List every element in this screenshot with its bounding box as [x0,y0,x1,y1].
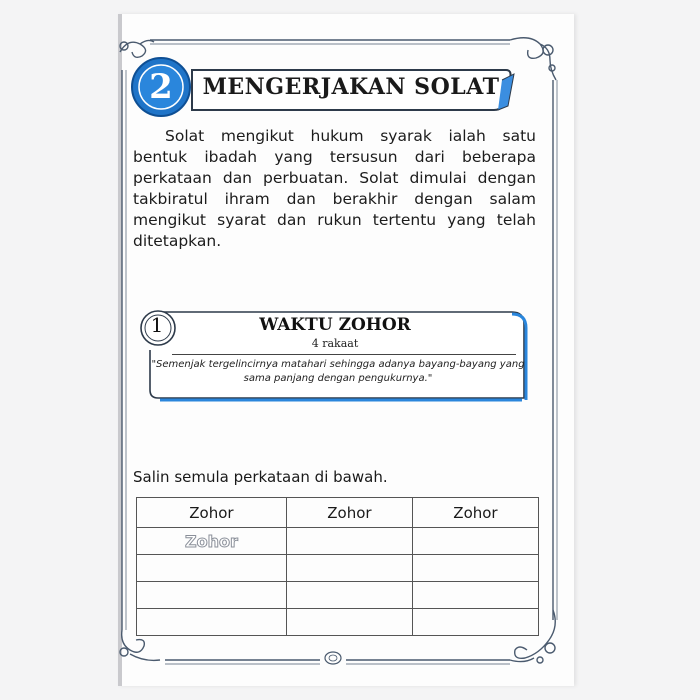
trace-word: Zohor [185,531,238,551]
trace-cell[interactable] [137,528,287,555]
table-row [137,582,539,609]
lesson-subtitle: 4 rakaat [311,337,359,350]
header-cell: Zohor [286,498,412,528]
blank-cell[interactable] [137,582,287,609]
blank-cell[interactable] [412,582,538,609]
blank-cell[interactable] [137,609,287,636]
blank-cell[interactable] [412,555,538,582]
header-cell: Zohor [137,498,287,528]
blank-cell[interactable] [286,582,412,609]
blank-cell[interactable] [286,528,412,555]
blank-cell[interactable] [137,555,287,582]
blank-cell[interactable] [286,555,412,582]
lesson-title: WAKTU ZOHOR [259,315,411,335]
exercise-instruction: Salin semula perkataan di bawah. [133,468,388,486]
blank-cell[interactable] [412,609,538,636]
table-row [137,498,539,528]
lesson-quote: "Semenjak tergelincirnya matahari sehingga adanya bayang-bayang yang sama panjang dengan pengukurnya." [151,359,525,384]
blank-cell[interactable] [286,609,412,636]
table-row [137,609,539,636]
intro-paragraph: Solat mengikut hukum syarak ialah satu bentuk ibadah yang tersusun dari beberapa perkataan dan perbuatan. Solat dimulai dengan takbiratul ihram dan berakhir dengan salam mengikut syarat dan rukun tertentu yang telah ditetapkan. [133,127,536,250]
lesson-divider [172,354,516,355]
lesson-number: 1 [150,313,164,337]
chapter-title: MENGERJAKAN SOLAT [202,74,500,100]
table-row [137,555,539,582]
table-row [137,528,539,555]
header-cell: Zohor [412,498,538,528]
copy-practice-table [136,497,539,636]
page-number-ornament [323,650,343,666]
blank-cell[interactable] [412,528,538,555]
chapter-number: 2 [149,67,173,107]
